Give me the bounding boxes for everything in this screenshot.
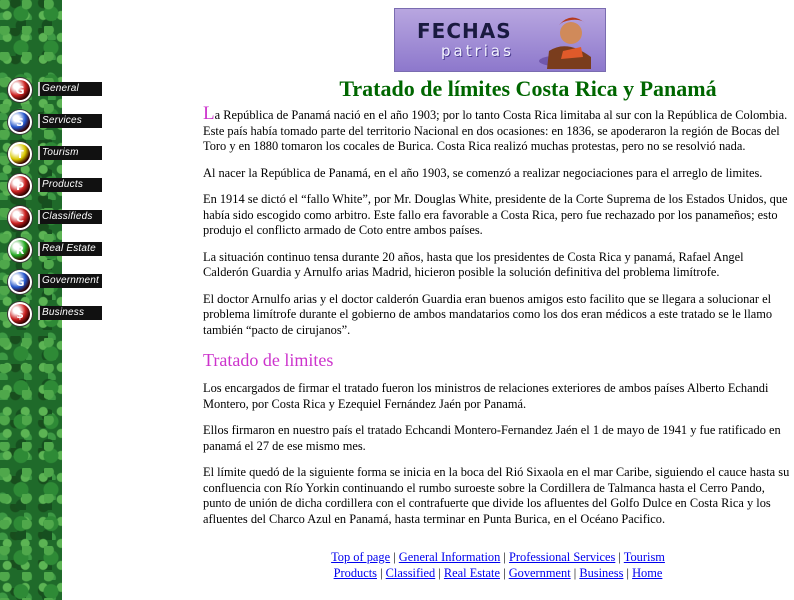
nav-item-real-estate[interactable] (8, 234, 102, 266)
footer-links: Top of page | General Information | Professional Services | Tourism Products | Classified | Real Estate | Government | Business | Home (331, 550, 665, 580)
nav-item-label: Real Estate (42, 243, 96, 254)
paragraph-signatories: Los encargados de firmar el tratado fueron los ministros de relaciones exteriores de ambos países Alberto Echandi Montero, por Costa Rica y Ezequiel Fernández Jaén por Panamá. (203, 381, 769, 411)
page-title: Tratado de límites Costa Rica y Panamá (339, 76, 717, 101)
footer-link-general-information[interactable]: General Information (398, 550, 501, 564)
paragraph-tension: La situación continuo tensa durante 20 años, hasta que los presidentes de Costa Rica y panamá, Rafael Angel Calderón Guardia y Arnulfo arias Madrid, hicieron posible la solución definitiva del problema limítrofe. (203, 249, 744, 279)
footer-link-tourism[interactable]: Tourism (623, 550, 665, 564)
nav-globe-icon: S (8, 110, 32, 134)
footer-link-real-estate[interactable]: Real Estate (443, 566, 501, 580)
nav-item-label: Tourism (42, 147, 79, 158)
logo-portrait-image (535, 11, 599, 69)
paragraph-intro-text: a República de Panamá nació en el año 1903; por lo tanto Costa Rica limitaba al sur con la República de Colombia. Este país había tomado parte del territorio Nacional en dos ocasiones: en 1836, se apoderaron la región de Bocas del Toro y en 1880 tomaron los cocales de Burica. Costa Rica realizó muchas protestas, pero no se resolvió nada. (203, 108, 788, 153)
nav-item-business[interactable] (8, 298, 102, 330)
nav-item-services[interactable] (8, 106, 102, 138)
footer-link-home[interactable]: Home (632, 566, 663, 580)
nav-item-label: Products (42, 179, 84, 190)
nav-item-label: General (42, 83, 79, 94)
nav-item-label: Services (42, 115, 82, 126)
paragraph-signing-date: Ellos firmaron en nuestro país el tratado Echcandi Montero-Fernandez Jaén el 1 de mayo de 1941 y fue ratificado en panamá el 27 de ese mismo mes. (203, 423, 781, 453)
paragraph-fallo-white: En 1914 se dictó el “fallo White”, por Mr. Douglas White, presidente de la Corte Suprema de los Estados Unidos, que había sido escogido como arbitro. Este fallo era favorable a Costa Rica, pero fue rechazado por los panameños; esto produjo el conflicto armado de Coto entre ambos países. (203, 192, 788, 237)
nav-item-products[interactable] (8, 170, 102, 202)
nav-item-label: Government (42, 275, 100, 286)
footer-link-classified[interactable]: Classified (385, 566, 436, 580)
nav-globe-icon: G (8, 270, 32, 294)
footer-link-government[interactable]: Government (508, 566, 571, 580)
logo-text-patrias: patrias (441, 42, 514, 60)
main-content (203, 76, 791, 538)
footer-link-top-of-page[interactable]: Top of page (331, 550, 391, 564)
nav-item-general[interactable] (8, 74, 102, 106)
nav-globe-icon: G (8, 78, 32, 102)
footer-link-products[interactable]: Products (333, 566, 377, 580)
nav-item-classifieds[interactable] (8, 202, 102, 234)
nav-item-label: Classifieds (42, 211, 93, 222)
paragraph-negotiations: Al nacer la República de Panamá, en el año 1903, se comenzó a realizar negociaciones para el arreglo de limites. (203, 165, 763, 180)
footer-link-professional-services[interactable]: Professional Services (508, 550, 616, 564)
nav-globe-icon: P (8, 174, 32, 198)
nav-globe-icon: $ (8, 302, 32, 326)
section-subtitle: Tratado de limites (203, 350, 334, 370)
paragraph-pacto-cirujanos: El doctor Arnulfo arias y el doctor calderón Guardia eran buenos amigos esto facilito que se llegara a solucionar el problema limítrofe durante el gobierno de ambos mandatarios como los dos eran médicos a este tratado se le llamo también “pacto de cirujanos”. (203, 291, 773, 337)
nav-item-label: Business (42, 307, 85, 318)
fechas-patrias-logo (394, 8, 606, 72)
nav-globe-icon: C (8, 206, 32, 230)
drop-cap: L (203, 103, 215, 124)
nav-item-tourism[interactable] (8, 138, 102, 170)
nav-item-government[interactable] (8, 266, 102, 298)
footer-link-business[interactable]: Business (579, 566, 624, 580)
nav-globe-icon: T (8, 142, 32, 166)
logo-text-fechas: FECHAS (417, 19, 512, 43)
nav-globe-icon: R (8, 238, 32, 262)
sidebar-nav (8, 74, 102, 330)
paragraph-border-description: El límite quedó de la siguiente forma se inicia en la boca del Rió Sixaola en el mar Caribe, siguiendo el cauce hasta su confluencia con Río Yorkin continuando el rumbo suroeste sobre la Cordillera de Talmanca hasta el Cerro Pando, punto de unión de dicha cordillera con el contrafuerte que divide los afluentes del Golfo Dulce en Costa Rica y los afluentes del Charco Azul en Panamá, hasta terminar en Punta Burica, en el Océano Pacifico. (203, 465, 790, 526)
paragraph-intro (203, 103, 791, 155)
